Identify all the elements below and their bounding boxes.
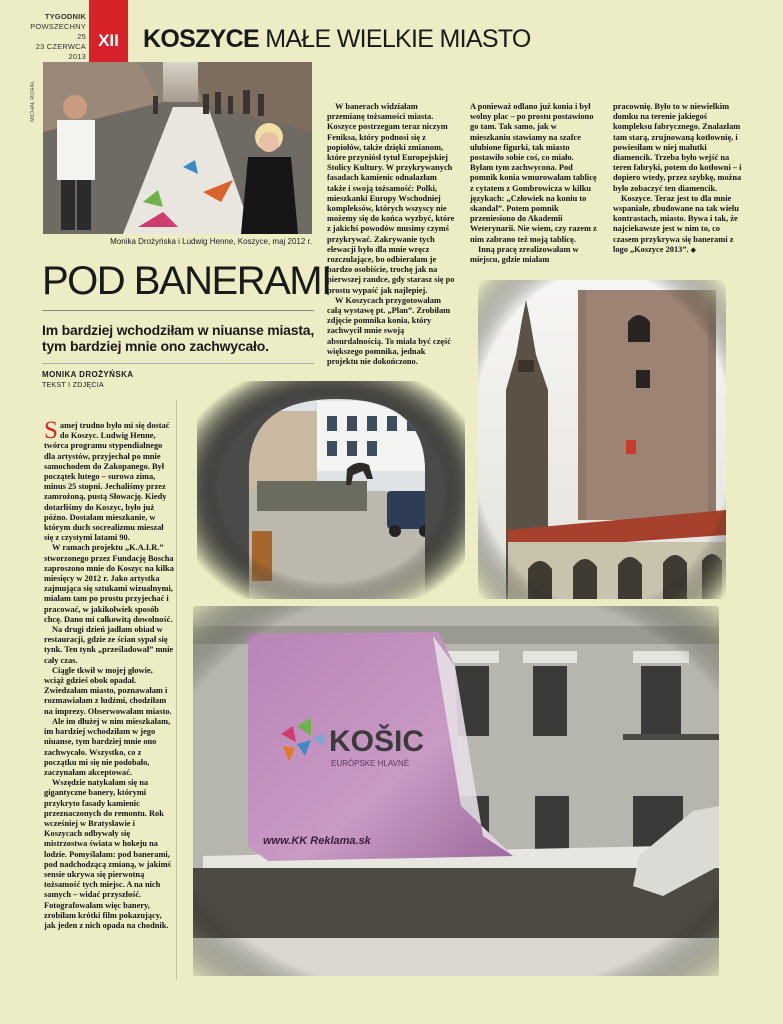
body-paragraph: Ciągle tkwił w mojej głowie, wciąż gdzieś obok opadał. Zwiedzałam miasto, poznawałam i rozmawiałam z ludźmi, chodziłam na imprezy. Obserwowałam miasto. — [44, 665, 172, 716]
lead: Im bardziej wchodziłam w niuanse miasta, tym bardziej mnie ono zachwycało. — [42, 322, 315, 354]
body-paragraph: Ale im dłużej w nim mieszkałam, im bardziej wchodziłam w jego niuanse, tym bardziej mnie ono zachwycało. Wszystko, co z początku mi się nie podobało, zaczynałam akceptować. — [44, 716, 171, 777]
lead-rule — [42, 363, 314, 364]
author-name: MONIKA DROŻYŃSKA — [42, 370, 134, 379]
body-paragraph: pracownię. Było to w niewielkim domku na terenie jakiegoś kompleksu fabrycznego. Znalazłam tam starą, zrujnowaną kotłownię, i powiesiłam w niej malutki diamencik. Trzeba było wejść na teren fabryki, potem do kotłowni – i dopiero wtedy, przez szybkę, można było zobaczyć ten diamencik. — [613, 102, 742, 193]
column-divider — [176, 400, 177, 980]
section-title-light: MAŁE WIELKIE MIASTO — [265, 25, 531, 53]
dropcap: S — [44, 417, 58, 444]
section-title-bold: KOSZYCE — [143, 25, 259, 53]
top-photo — [43, 62, 312, 234]
body-paragraph: W Koszycach przygotowałam całą wystawę pt. „Plan”. Zrobiłam zdjęcie pomnika konia, który zachwycił mnie swoją absurdalnością. To miała być część większego pomnika, jednak projektu nie dokończono. — [327, 295, 452, 367]
body-column-4 — [613, 102, 745, 255]
body-paragraph — [613, 194, 745, 255]
paragraph-text: Koszyce. Teraz jest to dla mnie wspaniałe, zbudowane na tak wielu kontrastach, miasto. Bywa i tak, że najciekawsze jest w nim to, co czasem przykrywa się banerami z logo „Koszyce 2013”. — [613, 193, 739, 254]
headline: POD BANERAMI — [42, 259, 331, 303]
arch-photo — [197, 381, 465, 599]
headline-rule — [42, 310, 314, 311]
tower-photo — [478, 280, 726, 599]
masthead-edition: POWSZECHNY 25 — [30, 22, 86, 41]
body-paragraph — [44, 417, 174, 543]
masthead-name: TYGODNIK — [44, 12, 86, 21]
photo-credit: MICHAŁ ROHAL — [30, 80, 36, 122]
facade-banner-photo — [193, 606, 719, 976]
paragraph-text: amej trudno było mi się dostać do Koszyc. Ludwig Henne, twórca programu stypendialnego dla artystów, przyjechał po mnie samochodem do Zakopanego. Był początek lutego – surowa zima, minus 25 stopni. Jechaliśmy przez zamrożoną, pustą Słowację. Kiedy dotarliśmy do Koszyc, było już późno. Dostałam mieszkanie, w którym duch socrealizmu mieszał się z czystymi latami 90. — [44, 421, 170, 543]
masthead-date: 23 CZERWCA 2013 — [35, 42, 86, 61]
body-paragraph: W ramach projektu „K.A.I.R.” stworzonego przez Fundację Boscha zaproszono mnie do Koszyc na kilka miesięcy w 2012 r. Jako artystka zajmująca się sztukami wizualnymi, miałam tam po prostu przyjechać i pracować, w jakikolwiek sposób chcę. Dano mi całkowitą dowolność. — [44, 543, 174, 624]
section-title — [143, 24, 531, 54]
section-number-badge: XII — [89, 0, 128, 72]
body-paragraph: Wszędzie natykałam się na gigantyczne banery, którymi przykryto fasady kamienic przeznaczonych do remontu. Rok wcześniej w Bratysławie i Koszycach odbywały się mistrzostwa świata w hokeju na lodzie. Pomyślałam: pod banerami, pod nadchodzącą zmianą, w jakimś sensie ukrywa się pierwotną tożsamość tych miejsc. A na nich samych – widać przyszłość. Fotografowałam więc banery, zrobiłam krótki film pokazujący, jak jeden z nich opada na chodnik. — [44, 778, 171, 930]
top-photo-caption: Monika Drożyńska i Ludwig Henne, Koszyce, maj 2012 r. — [110, 237, 312, 246]
body-column-3 — [470, 102, 598, 265]
body-paragraph: W banerach widziałam przemianę tożsamości miasta. Koszyce postrzegam teraz niczym Feniksa, który podnosi się z popiołów, także dzięki zmianom, które przyniósł tytuł Europejskiej Stolicy Kultury. W przykrywanych fasadach kamienic odnalazłam także i swoją tożsamość: Polki, mieszkanki Europy Wschodniej kompleksów, których wszyscy nie możemy się do końca wyzbyć, które z jakichś powodów musimy czymś przykrywać. Zakrywanie tych elewacji było dla mnie wręcz rozczulające, bo odbierałam je bardzo osobiście, trochę jak na pierwszej randce, gdy starasz się po prostu wypaść jak najlepiej. — [327, 102, 455, 295]
author-role: TEKST I ZDJĘCIA — [42, 382, 104, 389]
end-mark: ◆ — [690, 245, 696, 254]
body-column-1 — [44, 417, 174, 931]
masthead — [22, 12, 86, 62]
body-paragraph: Na drugi dzień jadłam obiad w restauracji, gdzie ze ścian sypał się tynk. Ten tynk „prześladował” mnie cały czas. — [44, 625, 174, 665]
body-column-2 — [327, 102, 457, 367]
body-paragraph: A ponieważ odlano już konia i był wolny plac – po prostu postawiono go tam. Tak samo, jak w mieszkaniu stawiamy na szafce ulubione figurki, tak miasto postawiło sobie coś, co miało. Byłam tym zachwycona. Pod pomnik konia wmurowałam tablicę z cytatem z Gombrowicza w kilku językach: „Człowiek na koniu to skandal”. Potem pomnik przeniesiono do Akademii Weterynarii. Nie wiem, czy razem z nim zabrano też moją tablicę. — [470, 102, 597, 244]
body-paragraph: Inną pracę zrealizowałam w miejscu, gdzie miałam — [470, 244, 579, 265]
